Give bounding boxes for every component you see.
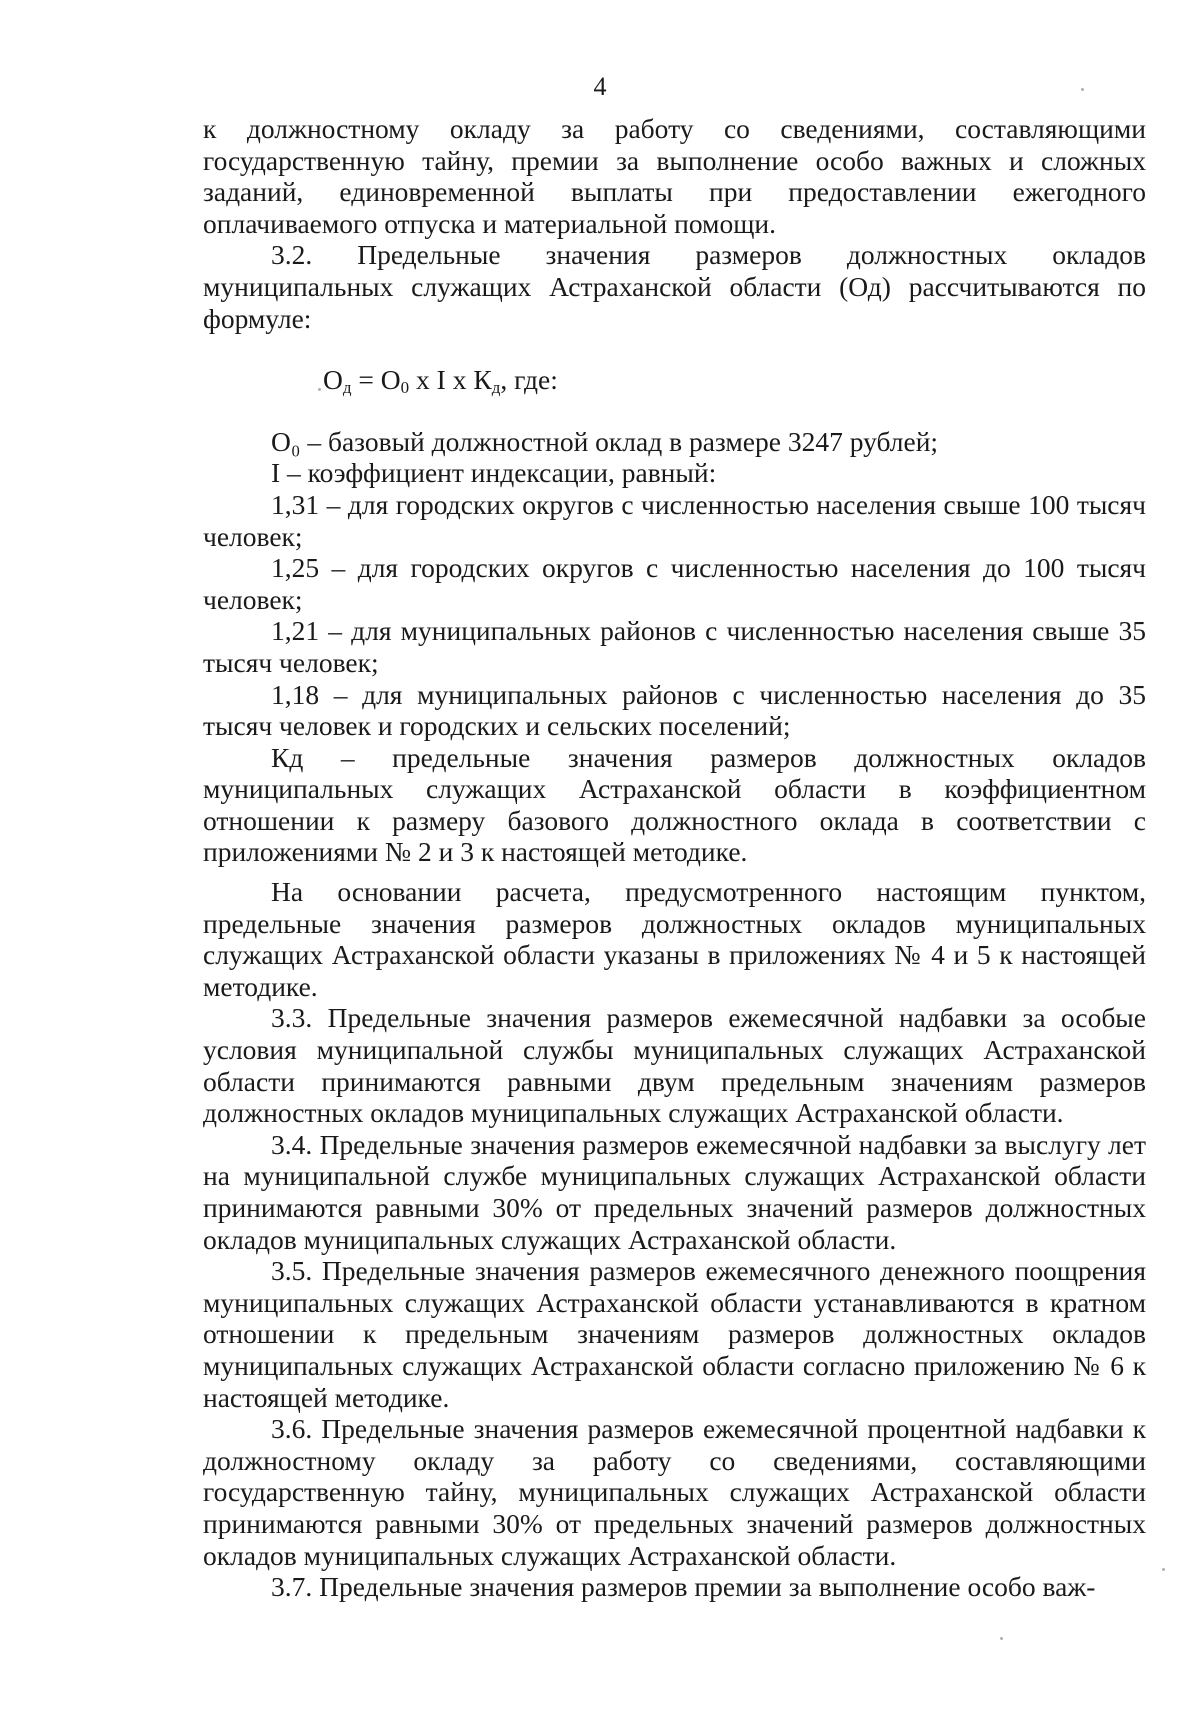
formula-term1-base: О: [380, 364, 401, 396]
formula-term1-sub: 0: [400, 378, 410, 398]
index-value-1-18: 1,18 – для муниципальных районов с численностью населения до 35 тысяч человек и городских и сельских поселений;: [203, 678, 1146, 742]
formula-suffix: , где:: [500, 364, 558, 396]
paragraph-3-7: 3.7. Предельные значения размеров премии за выполнение особо важ-: [271, 1571, 1096, 1603]
paragraph-3-3: 3.3. Предельные значения размеров ежемесячной надбавки за особые условия муниципальной службы муниципальных служащих Астраханской области принимаются равными двум предельным значениям размеров должностных окладов муниципальных служащих Астраханской области.: [203, 1002, 1146, 1129]
formula-times2: x: [445, 364, 474, 396]
paragraph-3-6: 3.6. Предельные значения размеров ежемесячной процентной надбавки к должностному окладу за работу со сведениями, составляющими государственную тайну, муниципальных служащих Астраханской области принимаются равными 30% от предельных значений размеров должностных окладов муниципальных служащих Астраханской области.: [203, 1413, 1146, 1571]
formula-term2: I: [436, 364, 446, 396]
formula-term3-base: К: [473, 364, 492, 396]
formula-equals: =: [351, 364, 381, 396]
paragraph-calculation-basis: На основании расчета, предусмотренного настоящим пунктом, предельные значения размеров должностных окладов муниципальных служащих Астраханской области указаны в приложениях № 4 и 5 к настоящей методике.: [203, 876, 1146, 1002]
scan-speck: [1162, 1568, 1165, 1571]
index-value-1-31: 1,31 – для городских округов с численностью населения свыше 100 тысяч человек;: [203, 488, 1146, 552]
scan-speck: [1081, 88, 1084, 91]
formula-lhs-sub: д: [342, 378, 352, 398]
paragraph-3-4: 3.4. Предельные значения размеров ежемесячной надбавки за выслугу лет на муниципальной службе муниципальных служащих Астраханской области принимаются равными 30% от предельных значений размеров должностных окладов муниципальных служащих Астраханской области.: [203, 1128, 1146, 1255]
formula-times1: x: [409, 364, 437, 396]
formula-lhs-base: О: [323, 364, 343, 396]
salary-formula: [203, 364, 1146, 396]
index-value-1-21: 1,21 – для муниципальных районов с численностью населения свыше 35 тысяч человек;: [203, 615, 1146, 678]
paragraph-continuation: к должностному окладу за работу со сведениями, составляющими государственную тайну, премии за выполнение особо важных и сложных заданий, единовременной выплаты при предоставлении ежегодного оплачиваемого отпуска и материальной помощи.: [203, 113, 1146, 239]
document-body: [203, 113, 1146, 1603]
scan-speck: [1000, 1637, 1003, 1640]
paragraph-3-5: 3.5. Предельные значения размеров ежемесячного денежного поощрения муниципальных служащих Астраханской области устанавливаются в кратном отношении к предельным значениям размеров должностных окладов муниципальных служащих Астраханской области согласно приложению № 6 к настоящей методике.: [203, 1255, 1146, 1413]
definition-kd: Кд – предельные значения размеров должностных окладов муниципальных служащих Астраханской области в коэффициентном отношении к размеру базового должностного оклада в соответствии с приложениями № 2 и 3 к настоящей методике.: [203, 741, 1146, 868]
formula-term3-sub: д: [491, 378, 501, 398]
definition-base-salary: О₀ – базовый должностной оклад в размере 3247 рублей;: [271, 425, 939, 457]
index-value-1-25: 1,25 – для городских округов с численностью населения до 100 тысяч человек;: [203, 552, 1146, 615]
scan-speck: [318, 388, 321, 391]
paragraph-3-2: 3.2. Предельные значения размеров должностных окладов муниципальных служащих Астраханской области (Од) рассчитываются по формуле:: [203, 239, 1146, 334]
page-number: 4: [593, 72, 607, 101]
definition-index-coefficient: I – коэффициент индексации, равный:: [271, 457, 717, 489]
